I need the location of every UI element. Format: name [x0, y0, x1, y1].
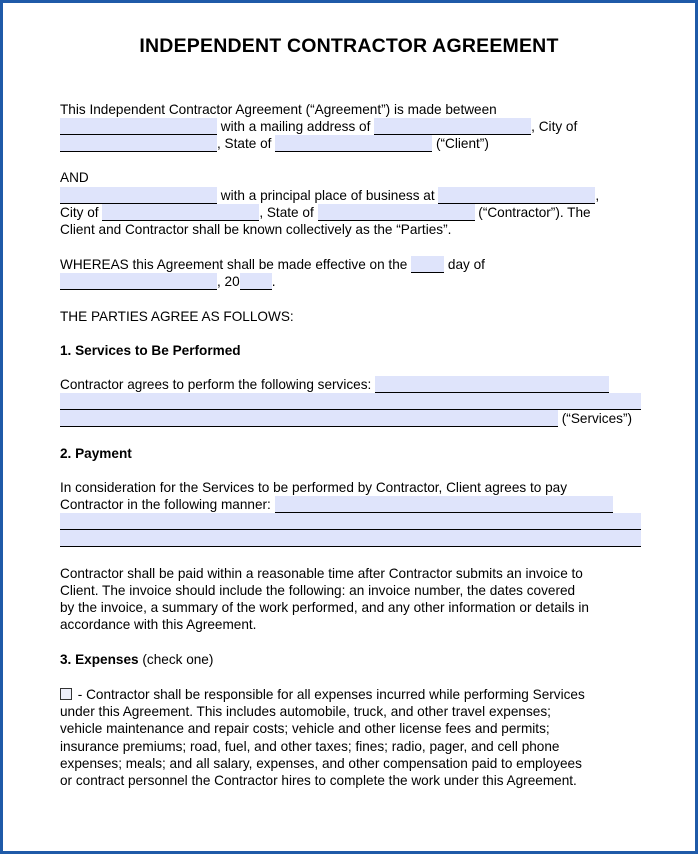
mailing-label: with a mailing address of	[220, 119, 371, 134]
intro-line-3	[60, 135, 489, 152]
payment-para-1: Contractor shall be paid within a reasonable time after Contractor submits an invoice to	[60, 566, 583, 581]
section-3-note: (check one)	[142, 652, 214, 667]
section-1-heading: 1. Services to Be Performed	[60, 343, 241, 358]
effective-day-field[interactable]	[411, 256, 444, 273]
services-line-3	[60, 410, 632, 427]
contractor-line-2	[60, 204, 591, 221]
payment-para-3: by the invoice, a summary of the work performed, and any other information or details in	[60, 600, 589, 615]
contractor-address-field[interactable]	[438, 187, 595, 204]
section-2-heading: 2. Payment	[60, 446, 132, 461]
contractor-state-label: , State of	[259, 205, 314, 220]
payment-para-2: Client. The invoice should include the following: an invoice number, the dates covered	[60, 583, 576, 598]
payment-label: Contractor in the following manner:	[60, 497, 271, 512]
contractor-name-field[interactable]	[60, 187, 217, 204]
parties-agree: THE PARTIES AGREE AS FOLLOWS:	[60, 309, 294, 324]
effective-year-field[interactable]	[240, 273, 272, 290]
expenses-line-4: insurance premiums; road, fuel, and other taxes; fines; radio, pager, and cell phone	[60, 739, 560, 754]
services-tag: (“Services”)	[561, 411, 633, 426]
services-label: Contractor agrees to perform the following services:	[60, 377, 372, 392]
period: .	[271, 274, 276, 289]
contractor-tag: (“Contractor”). The	[478, 205, 591, 220]
client-address-field[interactable]	[374, 118, 531, 135]
payment-field-2[interactable]	[60, 513, 641, 530]
client-tag: (“Client”)	[435, 136, 489, 151]
whereas-text: WHEREAS this Agreement shall be made effective on the	[60, 257, 408, 272]
expenses-line-6: or contract personnel the Contractor hires to complete the work under this Agreement.	[60, 773, 577, 788]
whereas-line-1	[60, 256, 485, 273]
services-field-2[interactable]	[60, 393, 641, 410]
principal-label: with a principal place of business at	[220, 188, 435, 203]
expenses-option-1-line-1	[60, 686, 585, 703]
comma: ,	[595, 188, 600, 203]
section-3-heading: 3. Expenses	[60, 652, 139, 667]
payment-line-1: In consideration for the Services to be performed by Contractor, Client agrees to pay	[60, 480, 568, 495]
contractor-line-1	[60, 187, 599, 204]
and-label: AND	[60, 170, 89, 185]
contractor-city-label: City of	[60, 205, 99, 220]
expenses-option-text: - Contractor shall be responsible for all expenses incurred while performing Services	[77, 687, 585, 702]
contractor-state-field[interactable]	[318, 204, 475, 221]
payment-line-2	[60, 496, 613, 513]
payment-para-4: accordance with this Agreement.	[60, 617, 257, 632]
payment-field-1[interactable]	[275, 496, 613, 513]
contractor-city-field[interactable]	[102, 204, 259, 221]
expenses-line-3: vehicle maintenance and repair costs; vehicle and other license fees and permits;	[60, 721, 550, 736]
client-city-field[interactable]	[60, 135, 217, 152]
expenses-line-2: under this Agreement. This includes automobile, truck, and other travel expenses;	[60, 704, 551, 719]
client-state-field[interactable]	[275, 135, 432, 152]
year-prefix: , 20	[217, 274, 240, 289]
services-field-1[interactable]	[375, 376, 609, 393]
client-name-field[interactable]	[60, 118, 217, 135]
effective-month-field[interactable]	[60, 273, 217, 290]
client-city-label: , City of	[531, 119, 578, 134]
services-field-3[interactable]	[60, 410, 558, 427]
section-3-heading-line	[60, 651, 213, 668]
parties-line: Client and Contractor shall be known collectively as the “Parties”.	[60, 222, 452, 237]
expenses-contractor-checkbox[interactable]	[60, 688, 72, 700]
expenses-line-5: expenses; meals; and all salary, expenses, and other compensation paid to employees	[60, 756, 582, 771]
intro-line-2	[60, 118, 577, 135]
payment-field-3[interactable]	[60, 530, 641, 547]
whereas-line-2	[60, 273, 275, 290]
services-line-1	[60, 376, 609, 393]
document-title: INDEPENDENT CONTRACTOR AGREEMENT	[139, 35, 559, 57]
intro-line-1: This Independent Contractor Agreement (“Agreement”) is made between	[60, 102, 497, 117]
client-state-label: , State of	[217, 136, 272, 151]
day-of-label: day of	[447, 257, 485, 272]
